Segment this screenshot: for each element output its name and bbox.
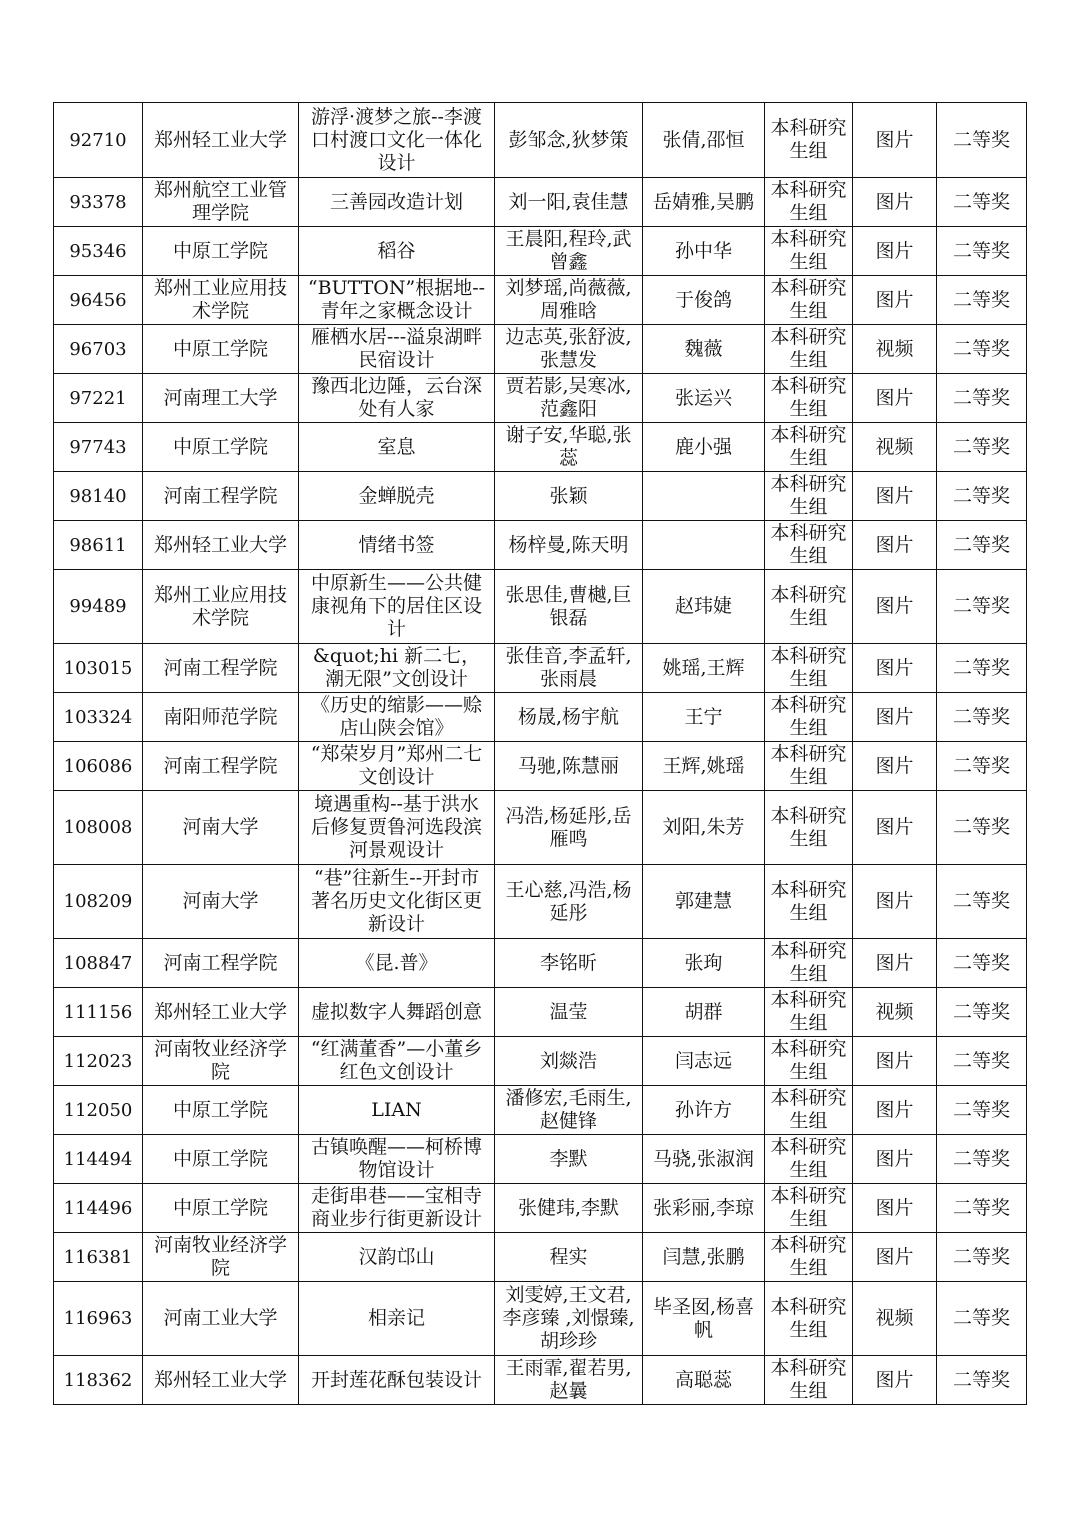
award-level: 二等奖 xyxy=(937,1184,1027,1233)
group: 本科研究生组 xyxy=(765,791,853,865)
group: 本科研究生组 xyxy=(765,1184,853,1233)
work-title: 室息 xyxy=(299,423,495,472)
group: 本科研究生组 xyxy=(765,742,853,791)
authors: 杨晟,杨宇航 xyxy=(495,693,643,742)
advisors xyxy=(643,521,765,570)
award-level: 二等奖 xyxy=(937,1135,1027,1184)
advisors: 王宁 xyxy=(643,693,765,742)
work-type: 图片 xyxy=(853,103,937,178)
table-row xyxy=(54,276,1027,325)
award-level: 二等奖 xyxy=(937,1356,1027,1405)
table-row xyxy=(54,521,1027,570)
work-type: 图片 xyxy=(853,276,937,325)
entry-id: 99489 xyxy=(54,570,143,644)
work-title: 古镇唤醒——柯桥博物馆设计 xyxy=(299,1135,495,1184)
work-type: 视频 xyxy=(853,423,937,472)
work-title: &quot;hi 新二七，潮无限”文创设计 xyxy=(299,644,495,693)
entry-id: 108008 xyxy=(54,791,143,865)
award-level: 二等奖 xyxy=(937,1037,1027,1086)
school-name: 中原工学院 xyxy=(143,423,299,472)
work-title: 雁栖水居---溢泉湖畔民宿设计 xyxy=(299,325,495,374)
entry-id: 96703 xyxy=(54,325,143,374)
school-name: 河南大学 xyxy=(143,865,299,939)
school-name: 河南牧业经济学院 xyxy=(143,1037,299,1086)
table-row xyxy=(54,693,1027,742)
entry-id: 112050 xyxy=(54,1086,143,1135)
table-row xyxy=(54,1184,1027,1233)
table-row xyxy=(54,178,1027,227)
work-title: 《历史的缩影——赊店山陕会馆》 xyxy=(299,693,495,742)
school-name: 中原工学院 xyxy=(143,227,299,276)
work-title: “郑荣岁月”郑州二七文创设计 xyxy=(299,742,495,791)
table-row xyxy=(54,939,1027,988)
table-row xyxy=(54,644,1027,693)
table-row xyxy=(54,791,1027,865)
authors: 李铭昕 xyxy=(495,939,643,988)
award-level: 二等奖 xyxy=(937,472,1027,521)
school-name: 河南工程学院 xyxy=(143,472,299,521)
award-level: 二等奖 xyxy=(937,693,1027,742)
award-level: 二等奖 xyxy=(937,325,1027,374)
advisors: 孙中华 xyxy=(643,227,765,276)
authors: 杨梓曼,陈天明 xyxy=(495,521,643,570)
school-name: 河南大学 xyxy=(143,791,299,865)
entry-id: 97221 xyxy=(54,374,143,423)
award-level: 二等奖 xyxy=(937,1233,1027,1282)
authors: 王雨霏,翟若男,赵曩 xyxy=(495,1356,643,1405)
award-level: 二等奖 xyxy=(937,1282,1027,1356)
group: 本科研究生组 xyxy=(765,1135,853,1184)
work-type: 图片 xyxy=(853,1184,937,1233)
work-title: 游浮·渡梦之旅--李渡口村渡口文化一体化设计 xyxy=(299,103,495,178)
award-level: 二等奖 xyxy=(937,227,1027,276)
advisors: 于俊鸽 xyxy=(643,276,765,325)
work-title: 相亲记 xyxy=(299,1282,495,1356)
work-title: 汉韵邙山 xyxy=(299,1233,495,1282)
work-title: LIAN xyxy=(299,1086,495,1135)
group: 本科研究生组 xyxy=(765,521,853,570)
authors: 李默 xyxy=(495,1135,643,1184)
entry-id: 96456 xyxy=(54,276,143,325)
work-type: 视频 xyxy=(853,988,937,1037)
work-type: 图片 xyxy=(853,644,937,693)
work-type: 图片 xyxy=(853,1135,937,1184)
award-level: 二等奖 xyxy=(937,1086,1027,1135)
school-name: 河南工程学院 xyxy=(143,939,299,988)
entry-id: 93378 xyxy=(54,178,143,227)
table-row xyxy=(54,472,1027,521)
award-level: 二等奖 xyxy=(937,276,1027,325)
work-title: 《昆.普》 xyxy=(299,939,495,988)
school-name: 郑州工业应用技术学院 xyxy=(143,570,299,644)
work-type: 图片 xyxy=(853,939,937,988)
authors: 程实 xyxy=(495,1233,643,1282)
advisors: 郭建慧 xyxy=(643,865,765,939)
entry-id: 98140 xyxy=(54,472,143,521)
work-type: 图片 xyxy=(853,1356,937,1405)
advisors: 岳婧雅,吴鹏 xyxy=(643,178,765,227)
entry-id: 111156 xyxy=(54,988,143,1037)
authors: 张健玮,李默 xyxy=(495,1184,643,1233)
advisors: 孙许方 xyxy=(643,1086,765,1135)
table-row xyxy=(54,1037,1027,1086)
entry-id: 103324 xyxy=(54,693,143,742)
award-level: 二等奖 xyxy=(937,178,1027,227)
group: 本科研究生组 xyxy=(765,103,853,178)
work-type: 视频 xyxy=(853,1282,937,1356)
work-type: 图片 xyxy=(853,570,937,644)
school-name: 河南牧业经济学院 xyxy=(143,1233,299,1282)
group: 本科研究生组 xyxy=(765,325,853,374)
work-type: 图片 xyxy=(853,1037,937,1086)
entry-id: 92710 xyxy=(54,103,143,178)
work-title: “巷”往新生--开封市著名历史文化街区更新设计 xyxy=(299,865,495,939)
award-level: 二等奖 xyxy=(937,865,1027,939)
work-type: 图片 xyxy=(853,227,937,276)
award-level: 二等奖 xyxy=(937,988,1027,1037)
school-name: 河南工程学院 xyxy=(143,644,299,693)
authors: 冯浩,杨延彤,岳雁鸣 xyxy=(495,791,643,865)
advisors: 张珣 xyxy=(643,939,765,988)
group: 本科研究生组 xyxy=(765,178,853,227)
entry-id: 106086 xyxy=(54,742,143,791)
entry-id: 98611 xyxy=(54,521,143,570)
work-title: 开封莲花酥包装设计 xyxy=(299,1356,495,1405)
award-level: 二等奖 xyxy=(937,791,1027,865)
authors: 潘修宏,毛雨生,赵健锋 xyxy=(495,1086,643,1135)
advisors xyxy=(643,472,765,521)
advisors: 张彩丽,李琼 xyxy=(643,1184,765,1233)
award-level: 二等奖 xyxy=(937,374,1027,423)
advisors: 毕圣囡,杨喜帆 xyxy=(643,1282,765,1356)
entry-id: 118362 xyxy=(54,1356,143,1405)
authors: 温莹 xyxy=(495,988,643,1037)
group: 本科研究生组 xyxy=(765,1282,853,1356)
authors: 刘雯婷,王文君,李彦臻 ,刘憬臻,胡珍珍 xyxy=(495,1282,643,1356)
group: 本科研究生组 xyxy=(765,693,853,742)
table-row xyxy=(54,742,1027,791)
work-title: 情绪书签 xyxy=(299,521,495,570)
table-row xyxy=(54,423,1027,472)
work-title: 金蝉脱壳 xyxy=(299,472,495,521)
award-level: 二等奖 xyxy=(937,103,1027,178)
work-type: 图片 xyxy=(853,472,937,521)
advisors: 胡群 xyxy=(643,988,765,1037)
school-name: 河南工业大学 xyxy=(143,1282,299,1356)
work-title: “红满董香”—小董乡红色文创设计 xyxy=(299,1037,495,1086)
table-row xyxy=(54,1356,1027,1405)
authors: 彭邹念,狄梦策 xyxy=(495,103,643,178)
group: 本科研究生组 xyxy=(765,1037,853,1086)
entry-id: 112023 xyxy=(54,1037,143,1086)
entry-id: 108847 xyxy=(54,939,143,988)
work-title: 虚拟数字人舞蹈创意 xyxy=(299,988,495,1037)
advisors: 高聪蕊 xyxy=(643,1356,765,1405)
authors: 贾若影,吴寒冰,范鑫阳 xyxy=(495,374,643,423)
advisors: 姚瑶,王辉 xyxy=(643,644,765,693)
work-title: 中原新生——公共健康视角下的居住区设计 xyxy=(299,570,495,644)
authors: 刘梦瑶,尚薇薇,周雅晗 xyxy=(495,276,643,325)
advisors: 张运兴 xyxy=(643,374,765,423)
school-name: 南阳师范学院 xyxy=(143,693,299,742)
advisors: 赵玮婕 xyxy=(643,570,765,644)
school-name: 郑州轻工业大学 xyxy=(143,1356,299,1405)
entry-id: 95346 xyxy=(54,227,143,276)
authors: 刘燚浩 xyxy=(495,1037,643,1086)
authors: 马驰,陈慧丽 xyxy=(495,742,643,791)
authors: 张思佳,曹樾,巨银磊 xyxy=(495,570,643,644)
school-name: 郑州航空工业管理学院 xyxy=(143,178,299,227)
award-level: 二等奖 xyxy=(937,423,1027,472)
school-name: 郑州轻工业大学 xyxy=(143,103,299,178)
group: 本科研究生组 xyxy=(765,276,853,325)
work-title: 境遇重构--基于洪水后修复贾鲁河选段滨河景观设计 xyxy=(299,791,495,865)
authors: 王心慈,冯浩,杨延彤 xyxy=(495,865,643,939)
authors: 边志英,张舒波,张慧发 xyxy=(495,325,643,374)
table-body xyxy=(54,103,1027,1405)
advisors: 闫慧,张鹏 xyxy=(643,1233,765,1282)
group: 本科研究生组 xyxy=(765,644,853,693)
group: 本科研究生组 xyxy=(765,570,853,644)
table-row xyxy=(54,1135,1027,1184)
table-row xyxy=(54,374,1027,423)
group: 本科研究生组 xyxy=(765,1356,853,1405)
authors: 谢子安,华聪,张蕊 xyxy=(495,423,643,472)
work-type: 图片 xyxy=(853,1233,937,1282)
table-row xyxy=(54,1233,1027,1282)
entry-id: 116381 xyxy=(54,1233,143,1282)
advisors: 鹿小强 xyxy=(643,423,765,472)
group: 本科研究生组 xyxy=(765,1233,853,1282)
award-level: 二等奖 xyxy=(937,521,1027,570)
entry-id: 97743 xyxy=(54,423,143,472)
school-name: 中原工学院 xyxy=(143,325,299,374)
work-type: 图片 xyxy=(853,742,937,791)
work-type: 图片 xyxy=(853,865,937,939)
table-row xyxy=(54,103,1027,178)
advisors: 闫志远 xyxy=(643,1037,765,1086)
work-type: 图片 xyxy=(853,1086,937,1135)
award-level: 二等奖 xyxy=(937,570,1027,644)
work-title: 稻谷 xyxy=(299,227,495,276)
table-row xyxy=(54,1086,1027,1135)
group: 本科研究生组 xyxy=(765,423,853,472)
advisors: 马骁,张淑润 xyxy=(643,1135,765,1184)
table-row xyxy=(54,988,1027,1037)
authors: 张颖 xyxy=(495,472,643,521)
work-type: 视频 xyxy=(853,325,937,374)
work-type: 图片 xyxy=(853,791,937,865)
authors: 张佳音,李孟轩,张雨晨 xyxy=(495,644,643,693)
school-name: 郑州轻工业大学 xyxy=(143,988,299,1037)
table-row xyxy=(54,865,1027,939)
work-type: 图片 xyxy=(853,178,937,227)
group: 本科研究生组 xyxy=(765,1086,853,1135)
group: 本科研究生组 xyxy=(765,988,853,1037)
award-level: 二等奖 xyxy=(937,644,1027,693)
group: 本科研究生组 xyxy=(765,472,853,521)
school-name: 郑州工业应用技术学院 xyxy=(143,276,299,325)
advisors: 张倩,邵恒 xyxy=(643,103,765,178)
table-row xyxy=(54,1282,1027,1356)
authors: 王晨阳,程玲,武曾鑫 xyxy=(495,227,643,276)
group: 本科研究生组 xyxy=(765,227,853,276)
group: 本科研究生组 xyxy=(765,939,853,988)
group: 本科研究生组 xyxy=(765,865,853,939)
table-row xyxy=(54,227,1027,276)
table-row xyxy=(54,570,1027,644)
award-level: 二等奖 xyxy=(937,939,1027,988)
award-level: 二等奖 xyxy=(937,742,1027,791)
award-table xyxy=(53,102,1027,1405)
work-title: 三善园改造计划 xyxy=(299,178,495,227)
entry-id: 108209 xyxy=(54,865,143,939)
work-title: 走街串巷——宝相寺商业步行街更新设计 xyxy=(299,1184,495,1233)
advisors: 王辉,姚瑶 xyxy=(643,742,765,791)
school-name: 河南工程学院 xyxy=(143,742,299,791)
entry-id: 116963 xyxy=(54,1282,143,1356)
entry-id: 114494 xyxy=(54,1135,143,1184)
school-name: 中原工学院 xyxy=(143,1135,299,1184)
work-type: 图片 xyxy=(853,693,937,742)
group: 本科研究生组 xyxy=(765,374,853,423)
work-type: 图片 xyxy=(853,521,937,570)
school-name: 中原工学院 xyxy=(143,1086,299,1135)
school-name: 河南理工大学 xyxy=(143,374,299,423)
work-title: “BUTTON”根据地--青年之家概念设计 xyxy=(299,276,495,325)
advisors: 刘阳,朱芳 xyxy=(643,791,765,865)
advisors: 魏薇 xyxy=(643,325,765,374)
school-name: 郑州轻工业大学 xyxy=(143,521,299,570)
table-row xyxy=(54,325,1027,374)
work-type: 图片 xyxy=(853,374,937,423)
entry-id: 114496 xyxy=(54,1184,143,1233)
school-name: 中原工学院 xyxy=(143,1184,299,1233)
entry-id: 103015 xyxy=(54,644,143,693)
work-title: 豫西北边陲，云台深处有人家 xyxy=(299,374,495,423)
authors: 刘一阳,袁佳慧 xyxy=(495,178,643,227)
